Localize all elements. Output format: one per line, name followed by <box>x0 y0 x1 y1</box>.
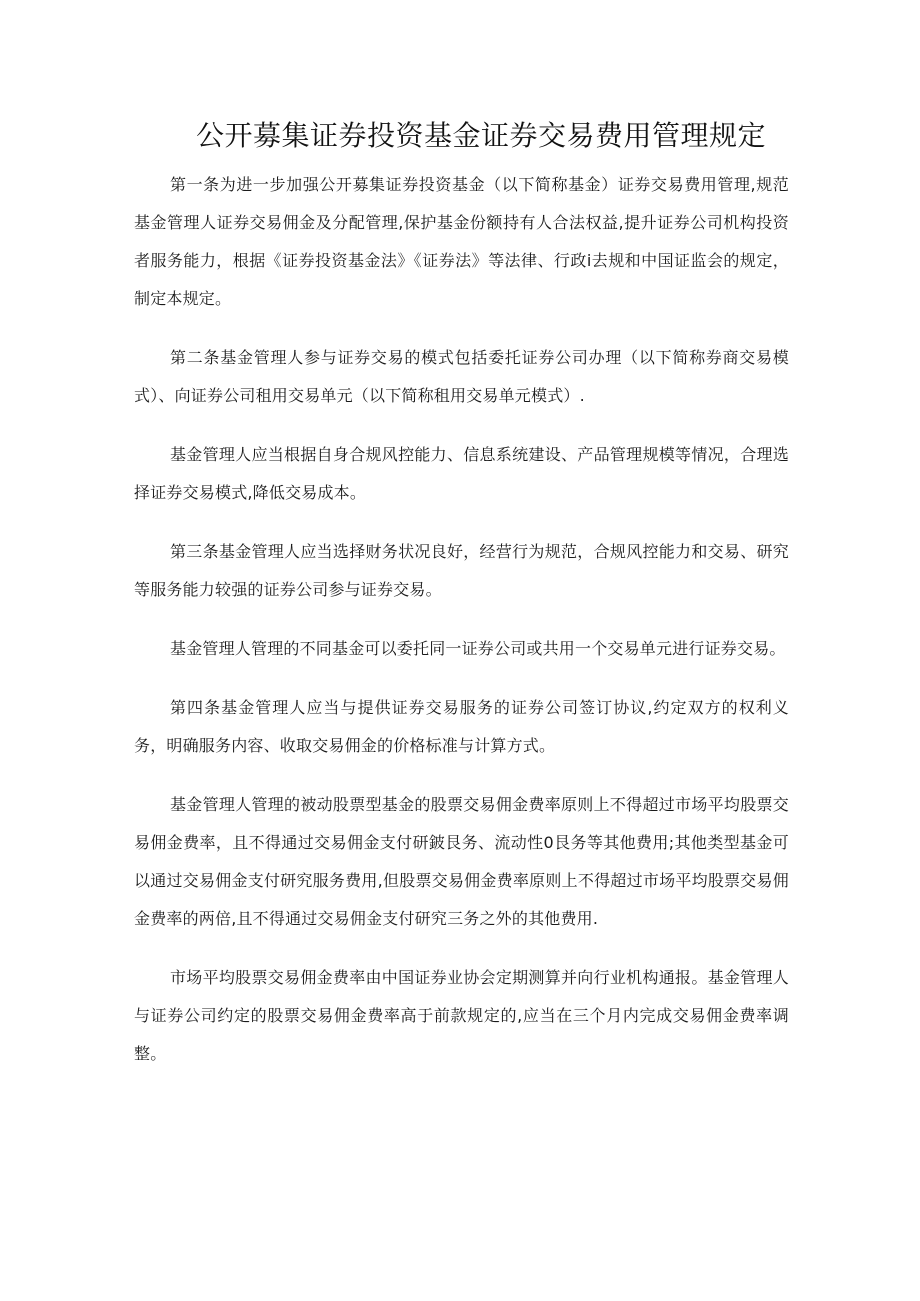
paragraph-article-3-clause: 基金管理人管理的不同基金可以委托同一证券公司或共用一个交易单元进行证券交易。 <box>170 639 786 658</box>
paragraph-article-4: 第四条基金管理人应当与提供证券交易服务的证券公司签订协议,约定双方的权利义务，明确服务内容、收取交易佣金的价格标准与计算方式。 <box>134 698 789 755</box>
paragraph-article-4-clause-2: 市场平均股票交易佣金费率由中国证券业协会定期测算并向行业机构通报。基金管理人与证券公司约定的股票交易佣金费率高于前款规定的,应当在三个月内完成交易佣金费率调整。 <box>134 968 789 1063</box>
paragraph-article-2-clause: 基金管理人应当根据自身合规风控能力、信息系统建设、产品管理规模等情况，合理选择证券交易模式,降低交易成本。 <box>134 445 789 502</box>
paragraph-article-3: 第三条基金管理人应当选择财务状况良好，经营行为规范，合规风控能力和交易、研究等服务能力较强的证券公司参与证券交易。 <box>134 542 789 599</box>
document-title: 公开募集证券投资基金证券交易费用管理规定 <box>195 119 766 152</box>
paragraph-article-2: 第二条基金管理人参与证券交易的模式包括委托证券公司办理（以下简称券商交易模式）、向证券公司租用交易单元（以下简称租用交易单元模式）. <box>134 348 789 405</box>
paragraph-article-4-clause-1: 基金管理人管理的被动股票型基金的股票交易佣金费率原则上不得超过市场平均股票交易佣金费率，且不得通过交易佣金支付研鈹艮务、流动性0艮务等其他费用;其他类型基金可以通过交易佣金支付研究服务费用,但股票交易佣金费率原则上不得超过市场平均股票交易佣金费率的两倍,且不得通过交易佣金支付研究三务之外的其他费用. <box>134 795 789 928</box>
paragraph-article-1: 第一条为进一步加强公开募集证券投资基金（以下简称基金）证券交易费用管理,规范基金管理人证券交易佣金及分配管理,保护基金份额持有人合法权益,提升证券公司机构投资者服务能力，根据《证券投资基金法》《证券法》等法律、行政i去规和中国证监会的规定，制定本规定。 <box>134 175 789 308</box>
document-body <box>134 166 789 1073</box>
